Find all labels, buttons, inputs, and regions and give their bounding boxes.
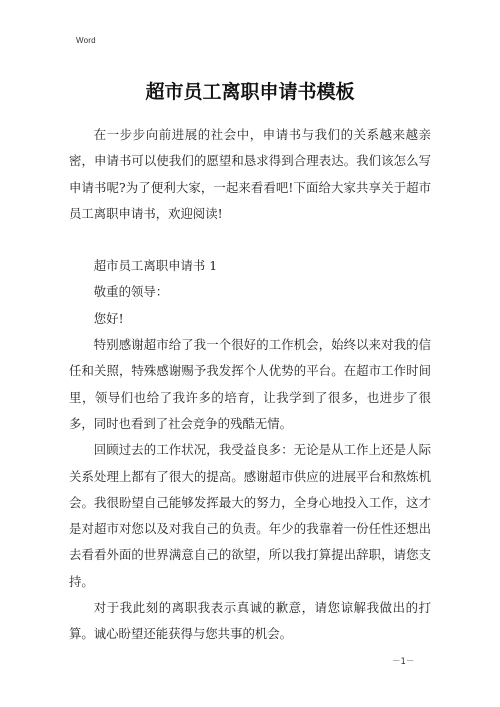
body-paragraph: 特别感谢超市给了我一个很好的工作机会，始终以来对我的信任和关照，特殊感谢赐予我发挥个人优势的平台。在超市工作时间里，领导们也给了我许多的培育，让我学到了很多，也进步了很多，同时也看到了社会竞争的残酷无情。 [69, 337, 431, 431]
app-label: Word [76, 36, 96, 45]
page-number: －1－ [392, 657, 415, 667]
section-heading: 超市员工离职申请书 1 [93, 258, 218, 274]
body-paragraph: 回顾过去的工作状况，我受益良多：无论是从工作上还是人际关系处理上都有了很大的提高。感谢超市供应的进展平台和熬炼机会。我很盼望自己能够发挥最大的努力，全身心地投入工作，这才是对超市对您以及对我自己的负责。年少的我靠着一份任性还想出去看看外面的世界满意自己的欲望，所以我打算提出辞职，请您支持。 [69, 442, 431, 589]
salutation: 敬重的领导： [93, 284, 169, 300]
document-body [69, 122, 431, 648]
body-paragraph: 对于我此刻的离职我表示真诚的歉意，请您谅解我做出的打算。诚心盼望还能获得与您共事的机会。 [69, 600, 431, 642]
document-title: 超市员工离职申请书模板 [145, 81, 355, 103]
greeting: 您好! [93, 310, 124, 326]
intro-paragraph: 在一步步向前进展的社会中，申请书与我们的关系越来越亲密，申请书可以使我们的愿望和恳求得到合理表达。我们该怎么写申请书呢?为了便利大家，一起来看看吧!下面给大家共享关于超市员工离职申请书，欢迎阅读! [69, 127, 431, 221]
